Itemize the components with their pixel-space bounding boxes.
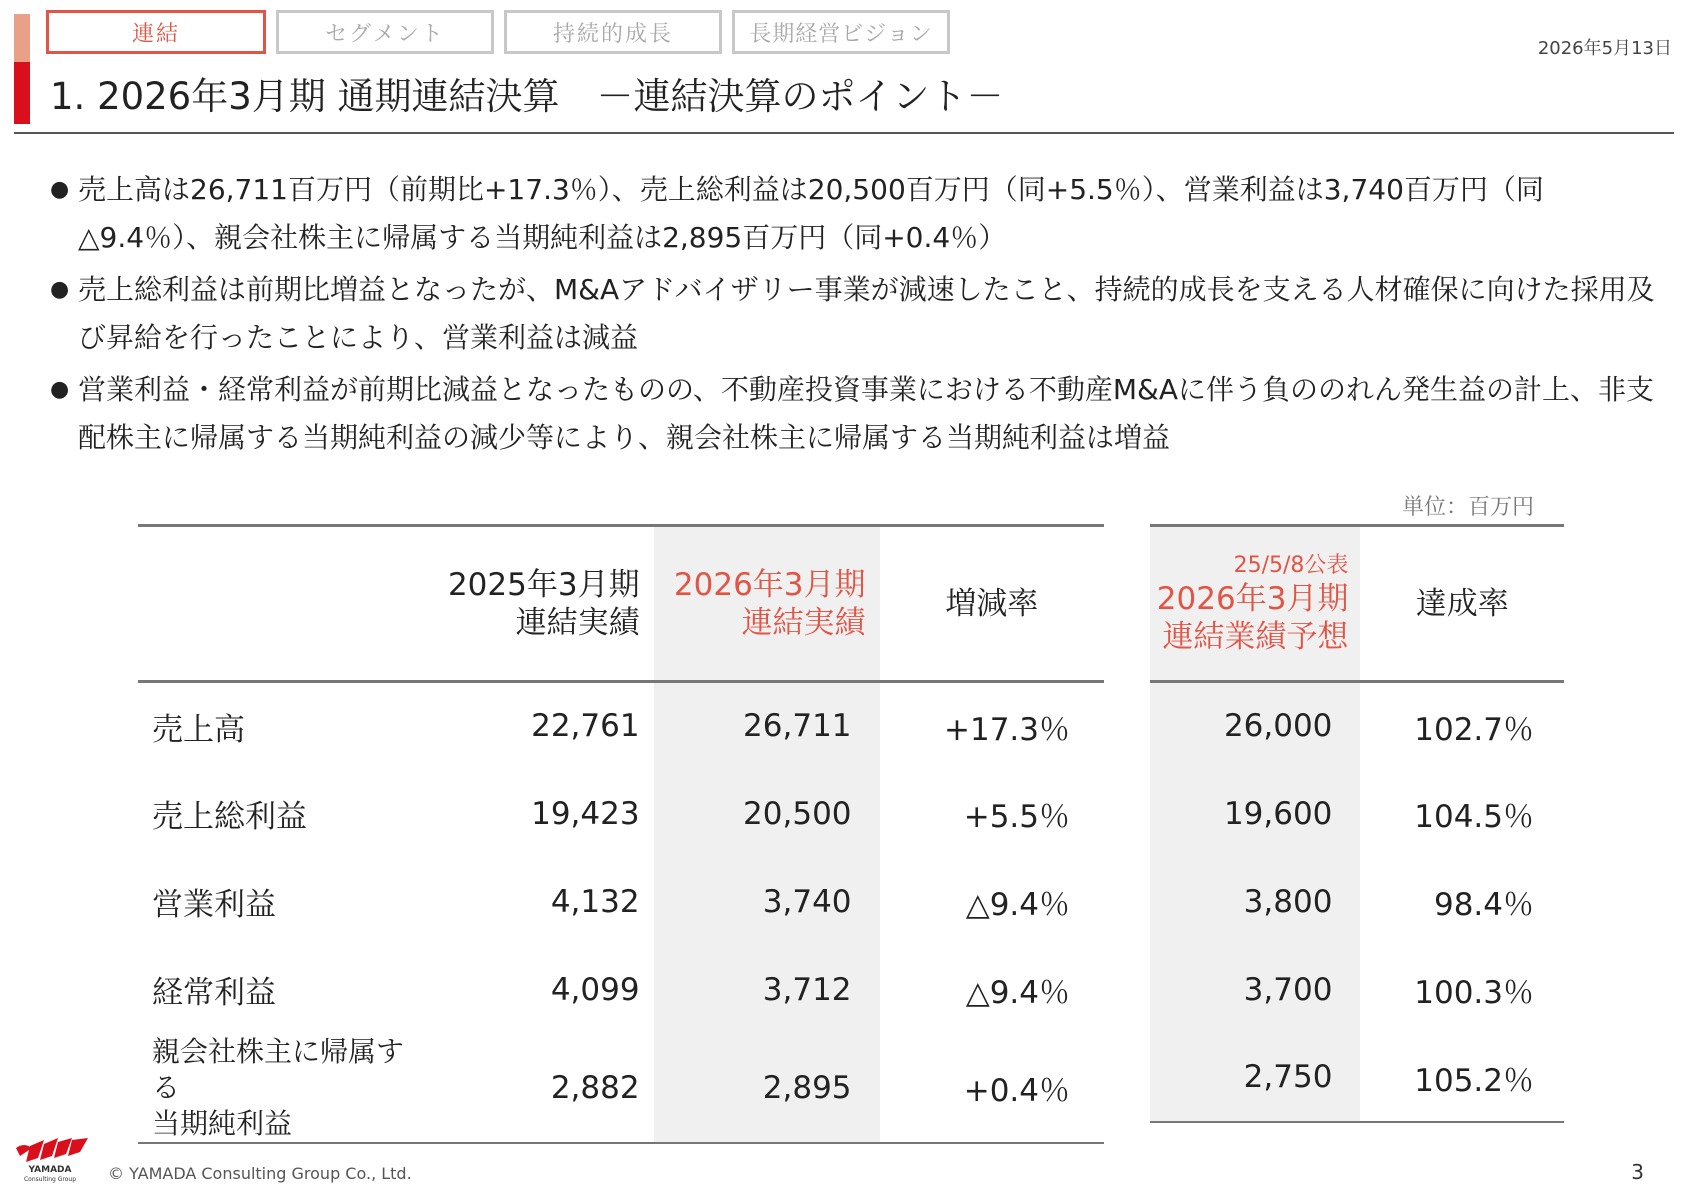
table-row [1150,682,1564,770]
page-number: 3 [1631,1160,1644,1184]
table-row [1150,1034,1564,1122]
achievement-value: 98.4％ [1433,887,1534,923]
bullet-text: 売上総利益は前期比増益となったが、M&Aアドバイザリー事業が減速したこと、持続的成長を支える人材確保に向けた採用及び昇給を行ったことにより、営業利益は減益 [78,273,1655,354]
header-forecast [1150,526,1360,682]
key-points [50,166,1670,466]
table-row [138,858,1104,946]
tab-segment[interactable]: セグメント [276,10,494,54]
forecast-value: 26,000 [1150,682,1360,770]
prev-value: 22,761 [531,708,640,745]
tab-long-term-vision[interactable]: 長期経営ビジョン [732,10,950,54]
forecast-value: 3,700 [1150,946,1360,1034]
prev-value: 19,423 [531,795,640,832]
bullet-dot-icon: ● [50,377,70,402]
current-value: 3,740 [654,858,880,946]
accent-bar-bottom [14,62,30,124]
bullet-dot-icon: ● [50,277,70,302]
header-forecast-line1: 2026年3月期 [1156,580,1349,617]
header-achievement: 達成率 [1360,526,1564,682]
table-row [1150,946,1564,1034]
unit-label: 単位：百万円 [1402,495,1535,520]
table-row [138,946,1104,1034]
forecast-table [1150,524,1564,1123]
header-cur-line2: 連結実績 [741,604,866,641]
header-forecast-note: 25/5/8公表 [1233,552,1349,578]
header-forecast-line2: 連結業績予想 [1162,618,1349,655]
results-table [138,524,1104,1144]
current-value: 26,711 [654,682,880,770]
header-prev-line2: 連結実績 [515,604,640,641]
row-label [138,1034,430,1143]
bullet-text: 営業利益・経常利益が前期比減益となったものの、不動産投資事業における不動産M&Aに伴う負ののれん発生益の計上、非支配株主に帰属する当期純利益の減少等により、親会社株主に帰属する当期純利益は増益 [78,373,1655,454]
prev-value: 4,132 [550,883,640,920]
achievement-value: 100.3％ [1414,975,1534,1011]
achievement-value: 105.2％ [1360,1034,1564,1122]
current-value: 2,895 [654,1034,880,1143]
tab-consolidated[interactable]: 連結 [46,10,266,54]
bullet-item [50,366,1670,462]
row-label-line2: 当期純利益 [152,1106,293,1140]
bullet-item [50,166,1670,262]
change-value: △9.4％ [965,887,1070,923]
achievement-value: 104.5％ [1414,799,1534,835]
header-prev-year [430,526,654,682]
accent-bar-top [14,14,30,62]
row-label: 売上高 [152,711,245,748]
header-blank [138,526,430,682]
change-value: +17.3％ [944,711,1070,748]
header-change-rate: 増減率 [880,526,1104,682]
report-date: 2026年5月13日 [1537,38,1672,59]
table-row [138,1034,1104,1143]
bullet-text: 売上高は26,711百万円（前期比+17.3％）、売上総利益は20,500百万円（同+5.5％）、営業利益は3,740百万円（同△9.4％）、親会社株主に帰属する当期純利益は2,895百万円（同+0.4％） [78,173,1544,254]
current-value: 20,500 [654,770,880,858]
logo-name: YAMADA [28,1165,72,1175]
change-value: △9.4％ [965,975,1070,1011]
row-label-line1: 親会社株主に帰属する [152,1034,405,1104]
row-label: 営業利益 [152,887,276,923]
header-current-year [654,526,880,682]
row-label: 経常利益 [152,975,276,1011]
header-prev-line1: 2025年3月期 [447,566,640,603]
table-row [1150,858,1564,946]
logo-subname: Consulting Group [23,1176,77,1183]
header-cur-line1: 2026年3月期 [673,566,866,603]
change-value: +0.4％ [880,1034,1104,1143]
table-row [138,682,1104,770]
prev-value: 2,882 [430,1034,654,1143]
table-row [1150,770,1564,858]
forecast-value: 19,600 [1150,770,1360,858]
title-divider [14,132,1674,134]
logo-text [14,1165,86,1185]
forecast-value: 3,800 [1150,858,1360,946]
table-row [138,770,1104,858]
forecast-value: 2,750 [1150,1034,1360,1122]
tab-sustainable-growth[interactable]: 持続的成長 [504,10,722,54]
achievement-value: 102.7％ [1414,711,1534,748]
bullet-dot-icon: ● [50,177,70,202]
prev-value: 4,099 [550,971,640,1008]
page-title: 1. 2026年3月期 通期連結決算 －連結決算のポイント－ [50,75,1004,118]
current-value: 3,712 [654,946,880,1034]
change-value: +5.5％ [963,799,1070,835]
bullet-item [50,266,1670,362]
copyright: © YAMADA Consulting Group Co., Ltd. [108,1164,412,1183]
row-label: 売上総利益 [152,799,307,835]
section-tabs [46,10,950,54]
